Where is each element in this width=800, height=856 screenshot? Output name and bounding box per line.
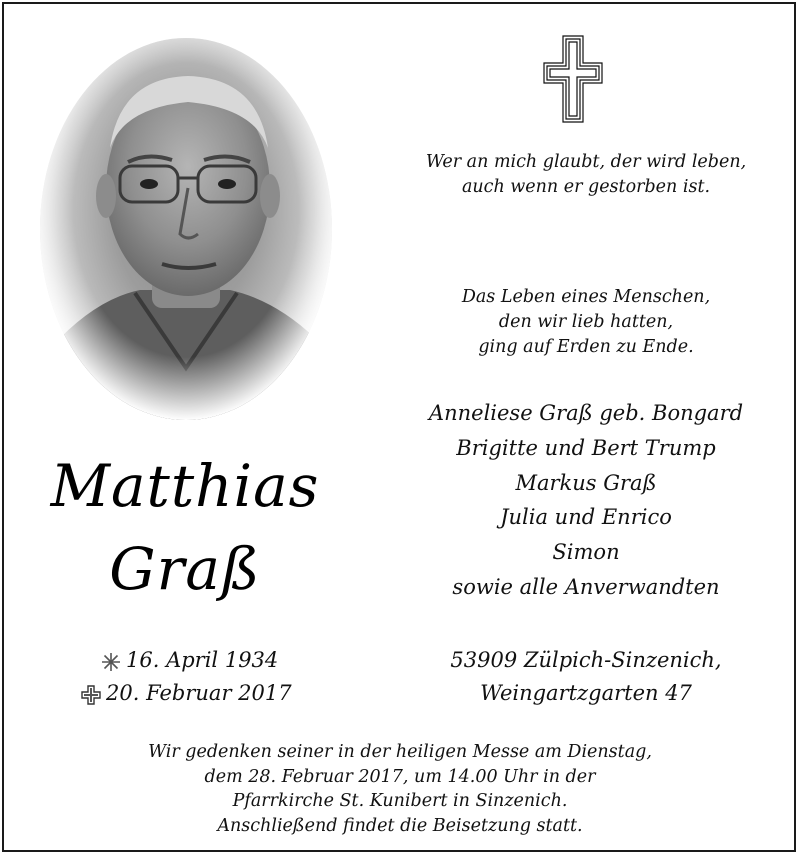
death-date-row [70,677,330,710]
service-notice-line: Pfarrkirche St. Kunibert in Sinzenich. [232,791,568,811]
service-notice-line: Wir gedenken seiner in der heiligen Messe am Dienstag, [148,742,652,762]
mourner: Simon [552,540,620,565]
mourner: Julia und Enrico [500,505,672,530]
address-line: Weingartzgarten 47 [480,681,692,705]
life-quote [400,285,772,360]
double-outline-cross-icon [543,35,603,123]
birth-date: 16. April 1934 [126,648,279,672]
deceased-last-name: Graß [109,535,261,603]
mourner: Brigitte und Bert Trump [456,435,716,460]
mourner: Anneliese Graß geb. Bongard [428,401,744,425]
faith-quote-line: Wer an mich glaubt, der wird leben, [425,152,747,172]
portrait-photo [40,38,332,420]
birth-star-icon [100,650,122,672]
birth-date-row [70,644,330,677]
service-notice [70,740,730,838]
life-quote-line: Das Leben eines Menschen, [461,287,711,307]
mourner: Markus Graß [515,470,657,495]
service-notice-line: Anschließend findet die Beisetzung statt. [217,815,583,836]
mourners-list [400,396,772,605]
life-quote-line: ging auf Erden zu Ende. [478,337,694,357]
service-notice-line: dem 28. Februar 2017, um 14.00 Uhr in der [204,766,596,787]
death-cross-icon [80,683,102,705]
mourners-address [400,644,772,710]
deceased-first-name: Matthias [50,452,320,520]
faith-quote-line: auch wenn er gestorben ist. [461,177,711,197]
death-date: 20. Februar 2017 [106,681,292,705]
mourner: sowie alle Anverwandten [452,574,720,599]
life-quote-line: den wir lieb hatten, [498,312,674,332]
address-line: 53909 Zülpich-Sinzenich, [450,648,722,672]
life-dates [70,644,330,710]
faith-quote [400,150,772,200]
